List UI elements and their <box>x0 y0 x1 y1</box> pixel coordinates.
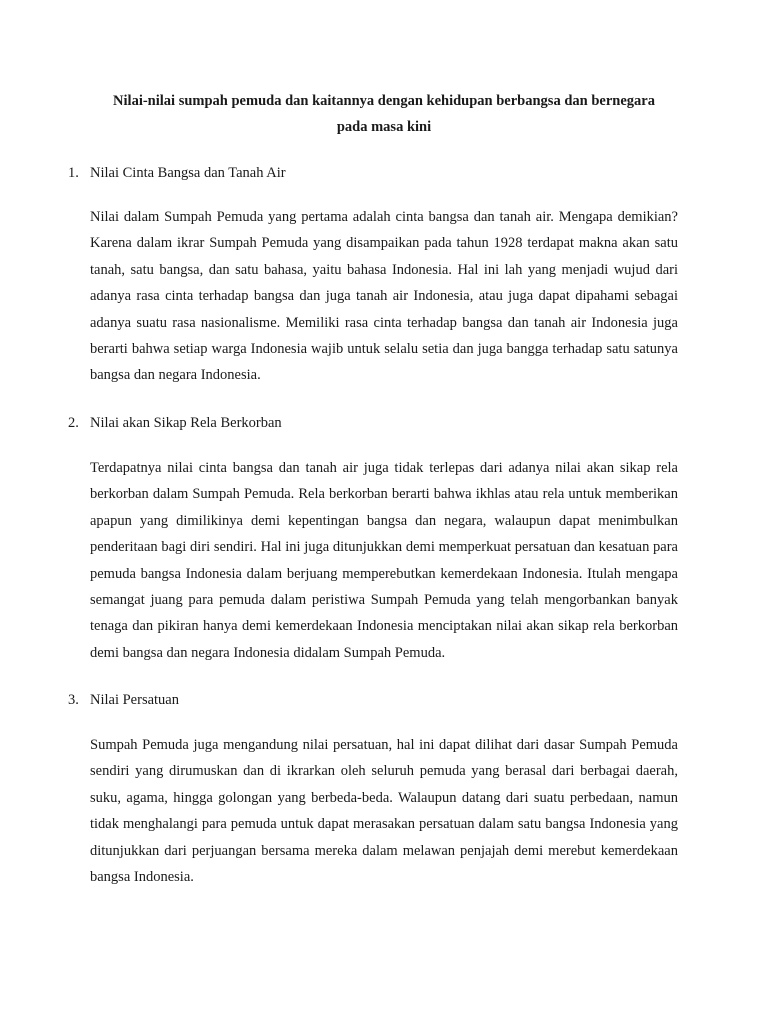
section-2-heading <box>68 416 282 431</box>
section-1-heading-text: Nilai Cinta Bangsa dan Tanah Air <box>90 165 286 181</box>
section-2-paragraph: Terdapatnya nilai cinta bangsa dan tanah air juga tidak terlepas dari adanya nilai akan sikap rela berkorban dalam Sumpah Pemuda. Rela berkorban berarti bahwa ikhlas atau rela untuk memberikan apapun yang dimilikinya demi kepentingan bangsa dan negara, walaupun dapat menimbulkan penderitaan bagi diri sendiri. Hal ini juga ditunjukkan demi memperkuat persatuan dan kesatuan para pemuda bangsa Indonesia dalam berjuang memperebutkan kemerdekaan Indonesia. Itulah mengapa semangat juang para pemuda dalam peristiwa Sumpah Pemuda yang telah mengorbankan banyak tenaga dan pikiran hanya demi kemerdekaan Indonesia menciptakan nilai akan sikap rela berkorban demi bangsa dan negara Indonesia didalam Sumpah Pemuda. <box>90 460 678 661</box>
section-1-number: 1. <box>68 165 79 181</box>
section-3-paragraph: Sumpah Pemuda juga mengandung nilai persatuan, hal ini dapat dilihat dari dasar Sumpah Pemuda sendiri yang dirumuskan dan di ikrarkan oleh seluruh pemuda yang berasal dari berbagai daerah, suku, agama, hingga golongan yang berbeda-beda. Walaupun datang dari suatu perbedaan, namun tidak menghalangi para pemuda untuk dapat merasakan persatuan dalam satu bangsa Indonesia yang ditunjukkan dari perjuangan bersama mereka dalam melawan penjajah demi merebut kemerdekaan bangsa Indonesia. <box>90 737 678 886</box>
document-title-line-1: Nilai-nilai sumpah pemuda dan kaitannya dengan kehidupan berbangsa dan bernegara <box>113 93 655 109</box>
section-2-number: 2. <box>68 415 79 431</box>
section-3-heading <box>68 693 179 708</box>
section-1-paragraph: Nilai dalam Sumpah Pemuda yang pertama adalah cinta bangsa dan tanah air. Mengapa demikian? Karena dalam ikrar Sumpah Pemuda yang disampaikan pada tahun 1928 terdapat makna akan satu tanah, satu bangsa, dan satu bahasa, yaitu bahasa Indonesia. Hal ini lah yang menjadi wujud dari adanya rasa cinta terhadap bangsa dan juga tanah air Indonesia, atau juga dapat dipahami sebagai adanya suatu rasa nasionalisme. Memiliki rasa cinta terhadap bangsa dan tanah air Indonesia juga berarti bahwa setiap warga Indonesia wajib untuk selalu setia dan juga bangga terhadap satu satunya bangsa dan negara Indonesia. <box>90 209 678 384</box>
section-3-number: 3. <box>68 692 79 708</box>
document-title-line-2: pada masa kini <box>336 119 432 135</box>
section-2-heading-text: Nilai akan Sikap Rela Berkorban <box>90 415 282 431</box>
section-3-heading-text: Nilai Persatuan <box>90 692 179 708</box>
section-1-heading <box>68 166 286 181</box>
